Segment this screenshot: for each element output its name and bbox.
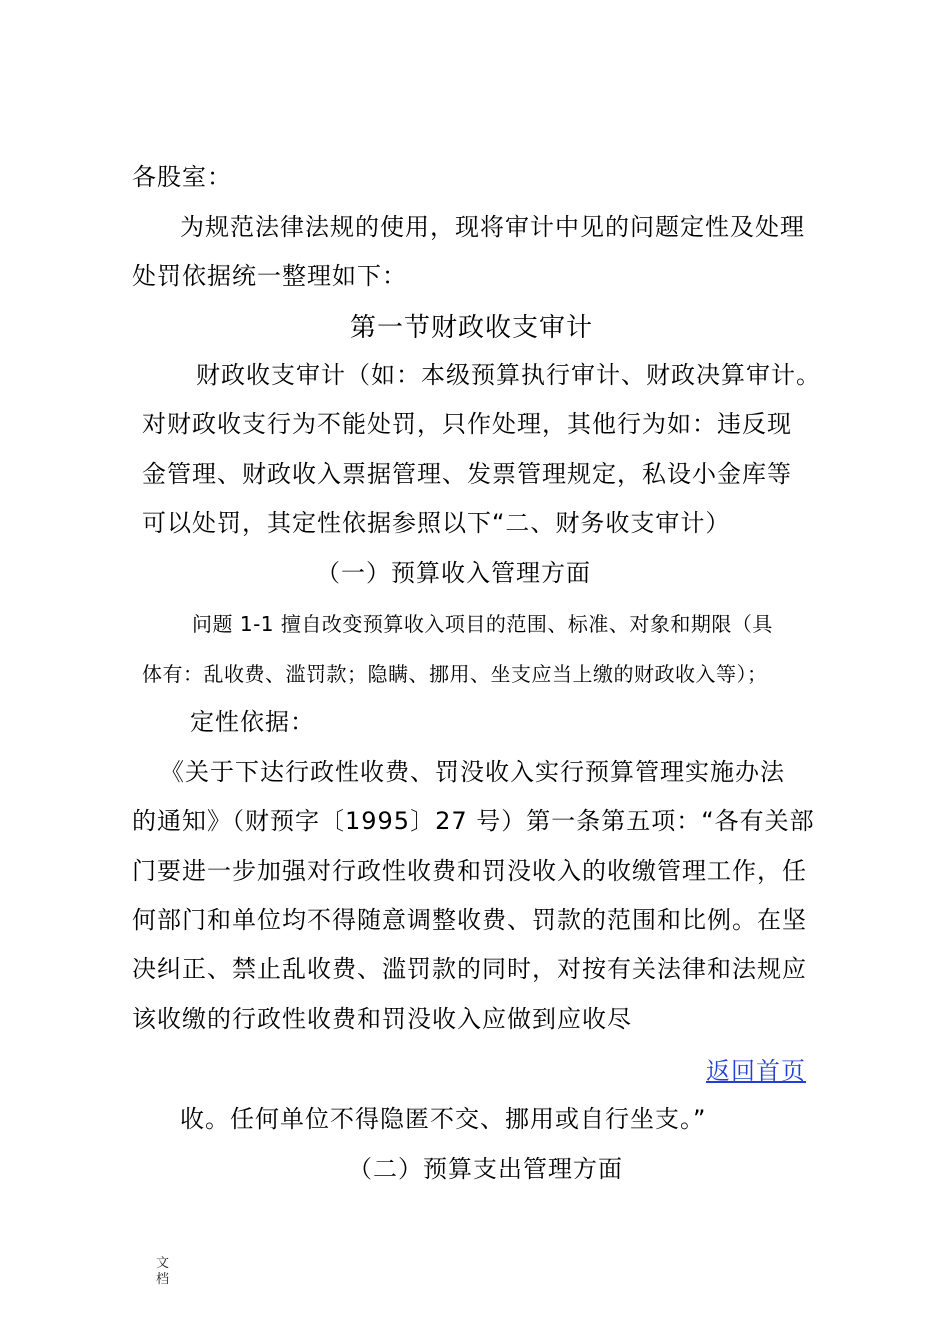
scope-line-4: 可以处罚，其定性依据参照以下“二、财务收支审计）: [142, 509, 731, 537]
basis-line-5: 决纠正、禁止乱收费、滥罚款的同时，对按有关法律和法规应: [132, 955, 807, 983]
subsection-title-budget-expenditure: （二）预算支出管理方面: [348, 1155, 623, 1183]
section-title: 第一节财政收支审计: [350, 313, 594, 343]
problem-line-1: 问题 1-1 擅自改变预算收入项目的范围、标准、对象和期限（具: [192, 612, 773, 636]
footer-document-mark: 文档: [156, 1256, 170, 1287]
intro-line-2: 处罚依据统一整理如下：: [132, 262, 407, 290]
intro-line-1: 为规范法律法规的使用，现将审计中见的问题定性及处理: [180, 213, 805, 241]
salutation: 各股室：: [132, 163, 232, 191]
scope-line-3: 金管理、财政收入票据管理、发票管理规定，私设小金库等: [142, 460, 792, 488]
basis-line-6: 该收缴的行政性收费和罚没收入应做到应收尽: [132, 1005, 632, 1033]
basis-label: 定性依据：: [190, 708, 315, 736]
basis-line-2: 的通知》（财预字〔1995〕27 号）第一条第五项：“各有关部: [132, 807, 815, 835]
subsection-title-budget-revenue: （一）预算收入管理方面: [316, 559, 591, 587]
return-home-link[interactable]: 返回首页: [706, 1057, 806, 1085]
basis-line-1: 《关于下达行政性收费、罚没收入实行预算管理实施办法: [160, 758, 785, 786]
basis-line-3: 门要进一步加强对行政性收费和罚没收入的收缴管理工作，任: [132, 857, 807, 885]
scope-line-2: 对财政收支行为不能处罚，只作处理，其他行为如：违反现: [142, 410, 792, 438]
problem-line-2: 体有：乱收费、滥罚款；隐瞒、挪用、坐支应当上缴的财政收入等）；: [142, 662, 768, 686]
basis-line-4: 何部门和单位均不得随意调整收费、罚款的范围和比例。在坚: [132, 906, 807, 934]
continuation-line: 收。任何单位不得隐匿不交、挪用或自行坐支。”: [180, 1105, 707, 1133]
scope-line-1: 财政收支审计（如：本级预算执行审计、财政决算审计。: [196, 361, 821, 389]
